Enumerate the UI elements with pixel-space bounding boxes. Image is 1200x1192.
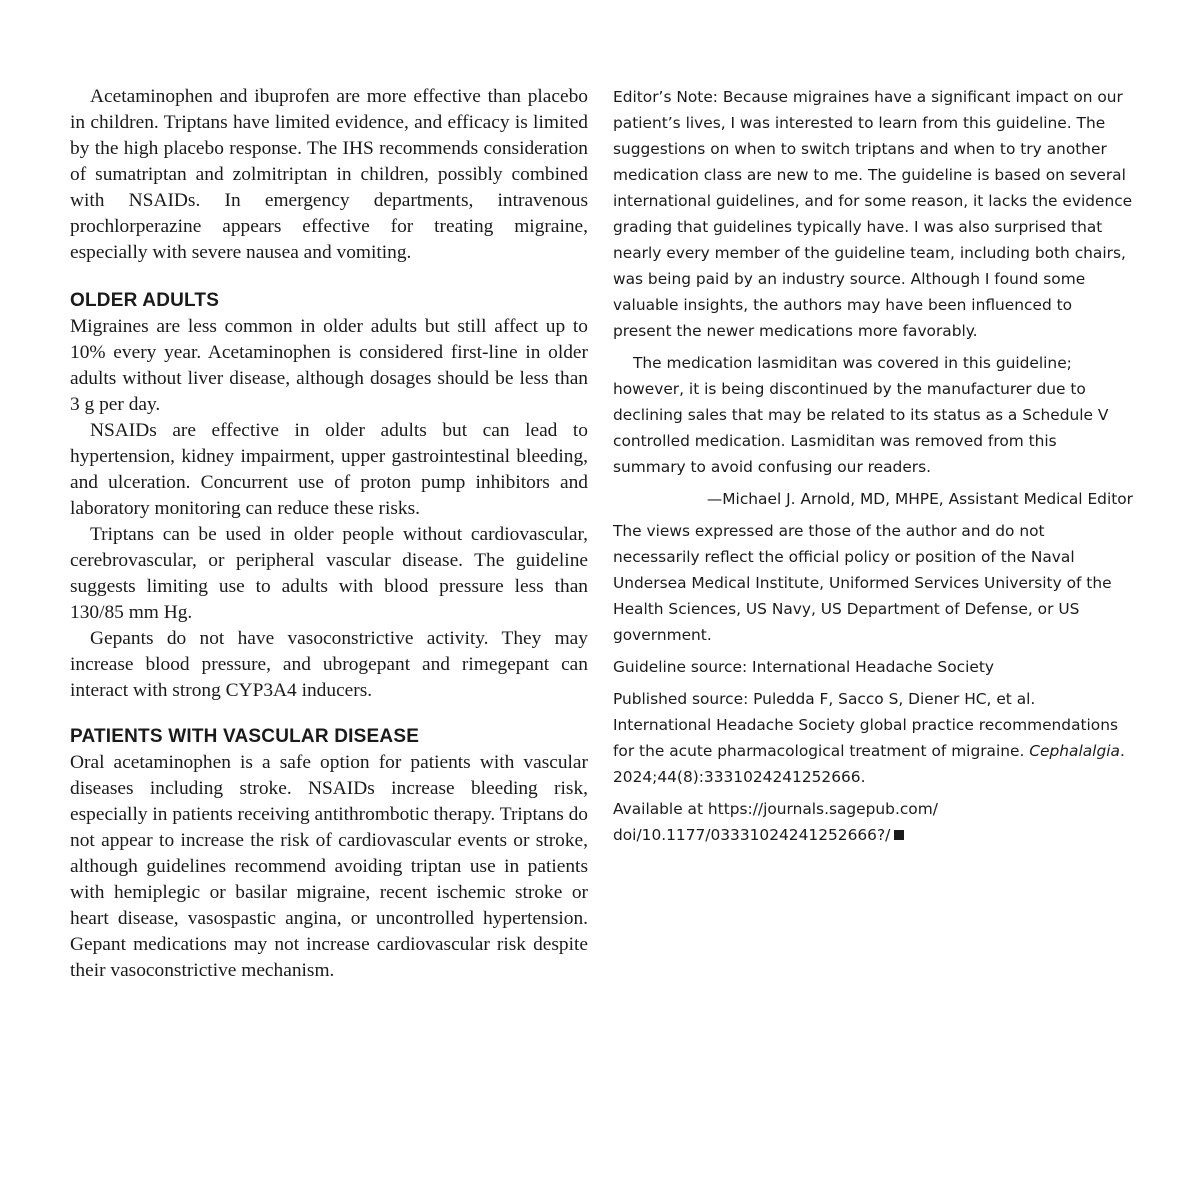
disclaimer: The views expressed are those of the author and do not necessarily reflect the official policy or position of the Naval Undersea Medical Institute, Uniformed Services University of the Health Sciences, US Navy, US Department of Defense, or US government. xyxy=(613,522,1112,644)
older-adults-paragraph: Migraines are less common in older adults but still affect up to 10% every year. Acetaminophen is considered first-line in older adults without liver disease, although dosages should be less than 3 g per day. xyxy=(70,316,588,415)
available-at xyxy=(613,796,1133,848)
published-source-prefix: Published source: Puledda F, Sacco S, Diener HC, et al. International Headache Society global practice recommendations for the acute pharmacological treatment of migraine. xyxy=(613,690,1118,760)
vascular-disease-paragraph: Oral acetaminophen is a safe option for patients with vascular diseases including stroke. NSAIDs increase bleeding risk, especially in patients receiving antithrombotic therapy. Triptans do not appear to increase the risk of cardiovascular events or stroke, although guidelines recommend avoiding triptan use in patients with hemiplegic or basilar migraine, recent ischemic stroke or heart disease, vasospastic angina, or uncontrolled hypertension. Gepant medications may not increase cardiovascular risk despite their vasoconstrictive mechanism. xyxy=(70,752,588,981)
guideline-source: Guideline source: International Headache Society xyxy=(613,658,994,676)
older-adults-paragraph: Triptans can be used in older people without cardiovascular, cerebrovascular, or peripheral vascular disease. The guideline suggests limiting use to adults with blood pressure less than 130/85 mm Hg. xyxy=(70,524,588,623)
end-of-article-mark xyxy=(894,830,904,840)
left-column xyxy=(70,84,588,984)
older-adults-paragraph: Gepants do not have vasoconstrictive activity. They may increase blood pressure, and ubrogepant and rimegepant can interact with strong CYP3A4 inducers. xyxy=(70,628,588,701)
intro-paragraph: Acetaminophen and ibuprofen are more effective than placebo in children. Triptans have limited evidence, and efficacy is limited by the high placebo response. The IHS recommends consideration of sumatriptan and zolmitriptan in children, possibly combined with NSAIDs. In emergency departments, intravenous prochlorperazine appears effective for treating migraine, especially with severe nausea and vomiting. xyxy=(70,86,588,263)
right-column xyxy=(613,84,1133,848)
older-adults-heading: OLDER ADULTS xyxy=(70,290,220,311)
journal-name: Cephalalgia xyxy=(1029,742,1120,760)
editor-signature: —Michael J. Arnold, MD, MHPE, Assistant Medical Editor xyxy=(706,490,1133,508)
published-source xyxy=(613,686,1133,790)
available-at-line1: Available at https://journals.sagepub.com/ xyxy=(613,800,938,818)
vascular-disease-heading: PATIENTS WITH VASCULAR DISEASE xyxy=(70,726,420,747)
available-at-line2: doi/10.1177/03331024241252666?/ xyxy=(613,826,891,844)
published-source-suffix: . 2024;44(8):3331024241252666. xyxy=(613,742,1125,786)
editors-note: Editor’s Note: Because migraines have a significant impact on our patient’s lives, I was interested to learn from this guideline. The suggestions on when to switch triptans and when to try another medication class are new to me. The guideline is based on several international guidelines, and for some reason, it lacks the evidence grading that guidelines typically have. I was also surprised that nearly every member of the guideline team, including both chairs, was being paid by an industry source. Although I found some valuable insights, the authors may have been influenced to present the newer medications more favorably. xyxy=(613,88,1133,340)
older-adults-paragraph: NSAIDs are effective in older adults but can lead to hypertension, kidney impairment, upper gastrointestinal bleeding, and ulceration. Concurrent use of proton pump inhibitors and laboratory monitoring can reduce these risks. xyxy=(70,420,588,519)
editors-note-continued: The medication lasmiditan was covered in this guideline; however, it is being discontinued by the manufacturer due to declining sales that may be related to its status as a Schedule V controlled medication. Lasmiditan was removed from this summary to avoid confusing our readers. xyxy=(613,354,1109,476)
